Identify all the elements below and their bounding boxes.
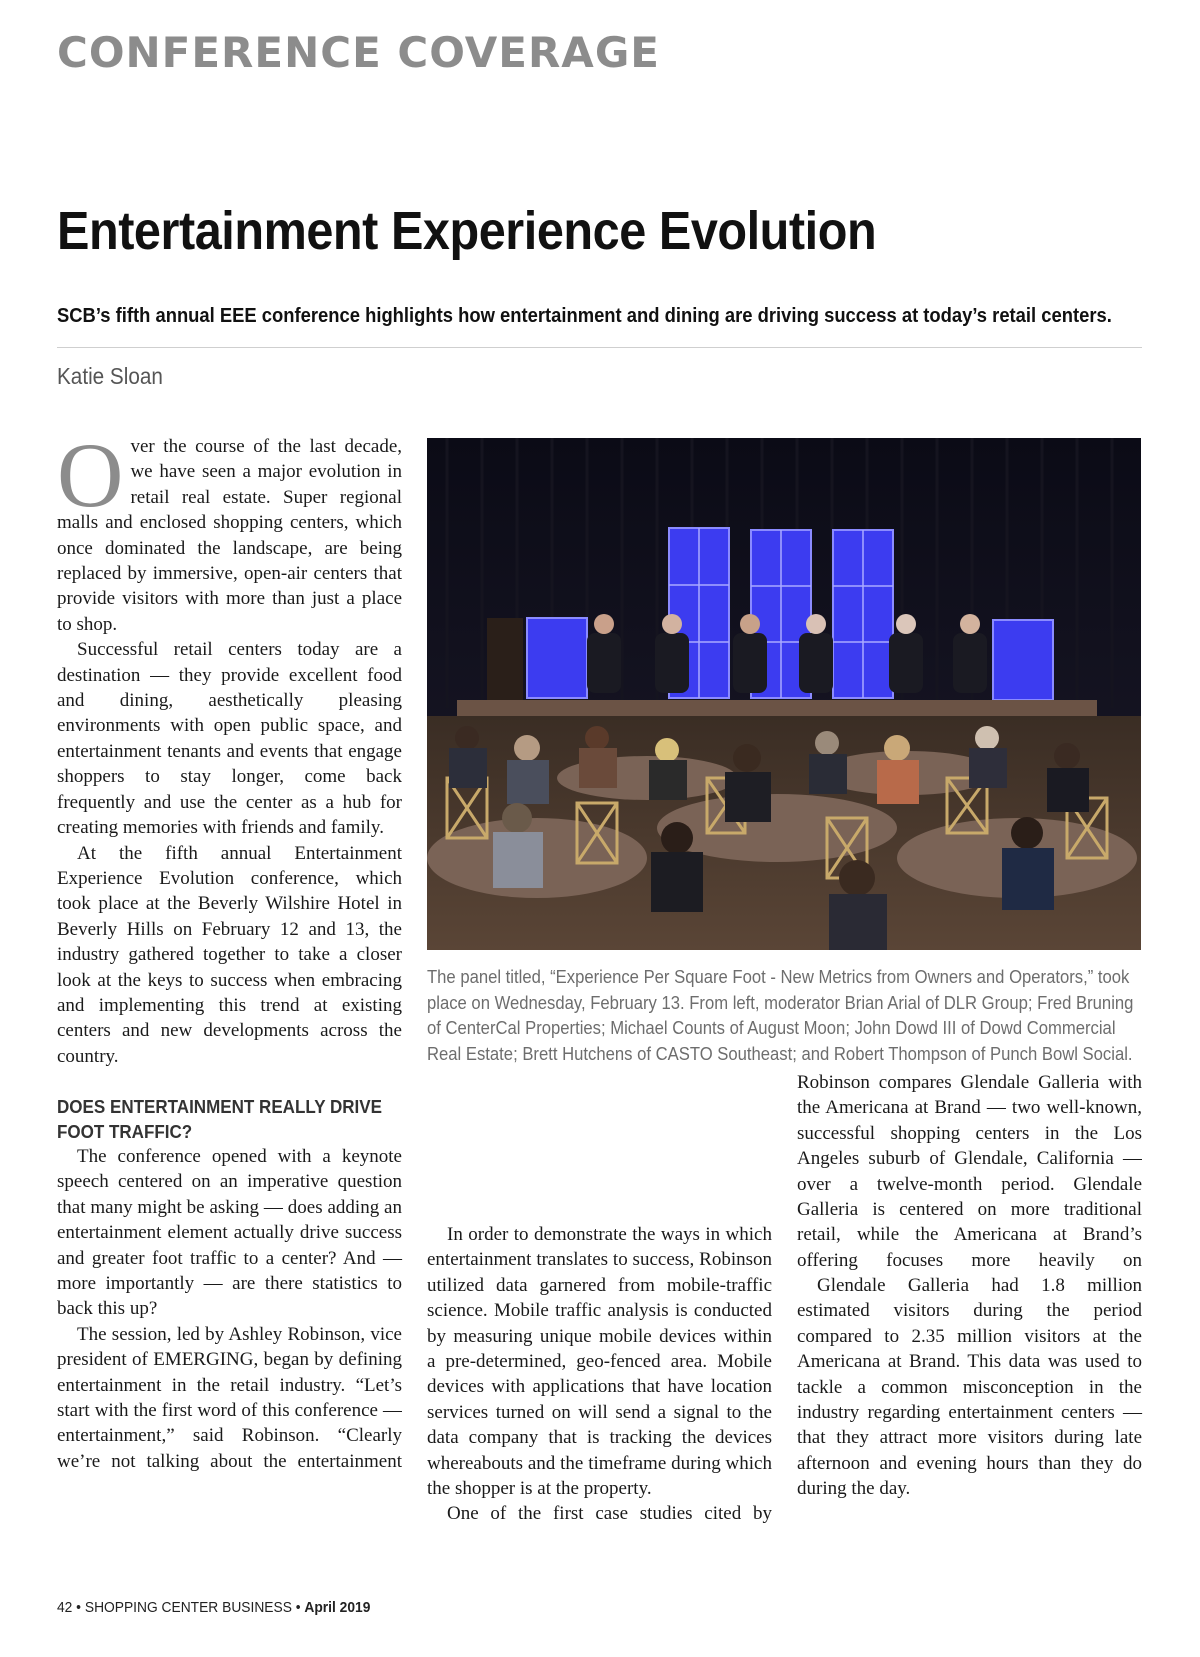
bullet: •: [72, 1599, 85, 1616]
headline: Entertainment Experience Evolution: [57, 201, 877, 261]
page-footer: [57, 1598, 370, 1618]
page-number: 42: [57, 1599, 73, 1616]
article-column-1-lower: [57, 1094, 402, 1474]
section-label: CONFERENCE COVERAGE: [57, 28, 660, 77]
photo-caption: The panel titled, “Experience Per Square Foot - New Metrics from Owners and Operators,” took place on Wednesday, February 13. From left, moderator Brian Arial of DLR Group; Fred Bruning of CenterCal Properties; Michael Counts of August Moon; John Dowd III of Dowd Commercial Real Estate; Brett Hutchens of CASTO Southeast; and Robert Thompson of Punch Bowl Social.: [427, 966, 1134, 1064]
paragraph-text: ver the course of the last decade, we have seen a major evolution in retail real estate. Super regional malls and enclosed shopping centers, which once dominated the landscape, are being replaced by immersive, open-air centers that provide visitors with more than just a place to shop.: [57, 436, 402, 635]
drop-cap: O: [57, 424, 124, 526]
conference-panel-photo: [427, 438, 1141, 950]
paragraph-continued: Robinson compares Glendale Galleria with the Americana at Brand — two well-known, successful shopping centers in the Los Angeles suburb of Glendale, California — over a twelve-month period. Glendale Galleria is centered on more traditional retail, while the Americana at Brand’s offering focuses more heavily on: [797, 1072, 1142, 1271]
paragraph: The session, led by Ashley Robinson, vice president of EMERGING, began by defining entertainment in the retail industry. “Let’s start with the first word of this conference — entertainment,” said Robinson. “Clearly we’re not talking about the entertainment: [57, 1323, 402, 1472]
paragraph: One of the first case studies cited by: [447, 1503, 772, 1525]
panel-photo-illustration: [427, 438, 1141, 950]
bullet: •: [291, 1599, 305, 1616]
article-column-1: [57, 424, 402, 1069]
magazine-name: SHOPPING CENTER BUSINESS: [84, 1599, 292, 1616]
paragraph: [797, 1070, 1142, 1273]
paragraph: [427, 1070, 772, 1222]
paragraph: [57, 424, 402, 637]
subhead: DOES ENTERTAINMENT REALLY DRIVE FOOT TRAFFIC?: [57, 1096, 383, 1142]
paragraph: In order to demonstrate the ways in which entertainment translates to success, Robinson utilized data garnered from mobile-traffic science. Mobile traffic analysis is conducted by measuring unique mobile devices within a pre-determined, geo-fenced area. Mobile devices with applications that have location services turned on will send a signal to the data company that is tracking the devices whereabouts and the timeframe during which the shopper is at the property.: [427, 1224, 772, 1500]
deck: SCB’s fifth annual EEE conference highlights how entertainment and dining are driving success at today’s retail centers.: [57, 305, 1112, 327]
article-column-2: [427, 1070, 772, 1526]
issue-date: April 2019: [304, 1599, 371, 1616]
paragraph: Successful retail centers today are a destination — they provide excellent food and dining, aesthetically pleasing environments with open public space, and entertainment tenants and events that engage shoppers to stay longer, come back frequently and use the center as a hub for creating memories with friends and family.: [57, 639, 402, 839]
paragraph: The conference opened with a keynote speech centered on an imperative question that many might be asking — does adding an entertainment element actually drive success and greater foot traffic to a center? And — more importantly — are there statistics to back this up?: [57, 1146, 402, 1320]
divider: [57, 347, 1142, 348]
paragraph: Glendale Galleria had 1.8 million estimated visitors during the period compared to 2.35 million visitors at the Americana at Brand. This data was used to tackle a common misconception in the industry regarding entertainment centers — that they attract more visitors during late afternoon and evening hours than they do during the day.: [797, 1275, 1142, 1500]
byline: Katie Sloan: [57, 363, 163, 389]
article-column-3: [797, 1070, 1142, 1502]
paragraph: At the fifth annual Entertainment Experience Evolution conference, which took place at the Beverly Wilshire Hotel in Beverly Hills on February 12 and 13, the industry gathered together to take a closer look at the keys to success when embracing and implementing this trend at existing centers and new developments across the country.: [57, 842, 402, 1067]
